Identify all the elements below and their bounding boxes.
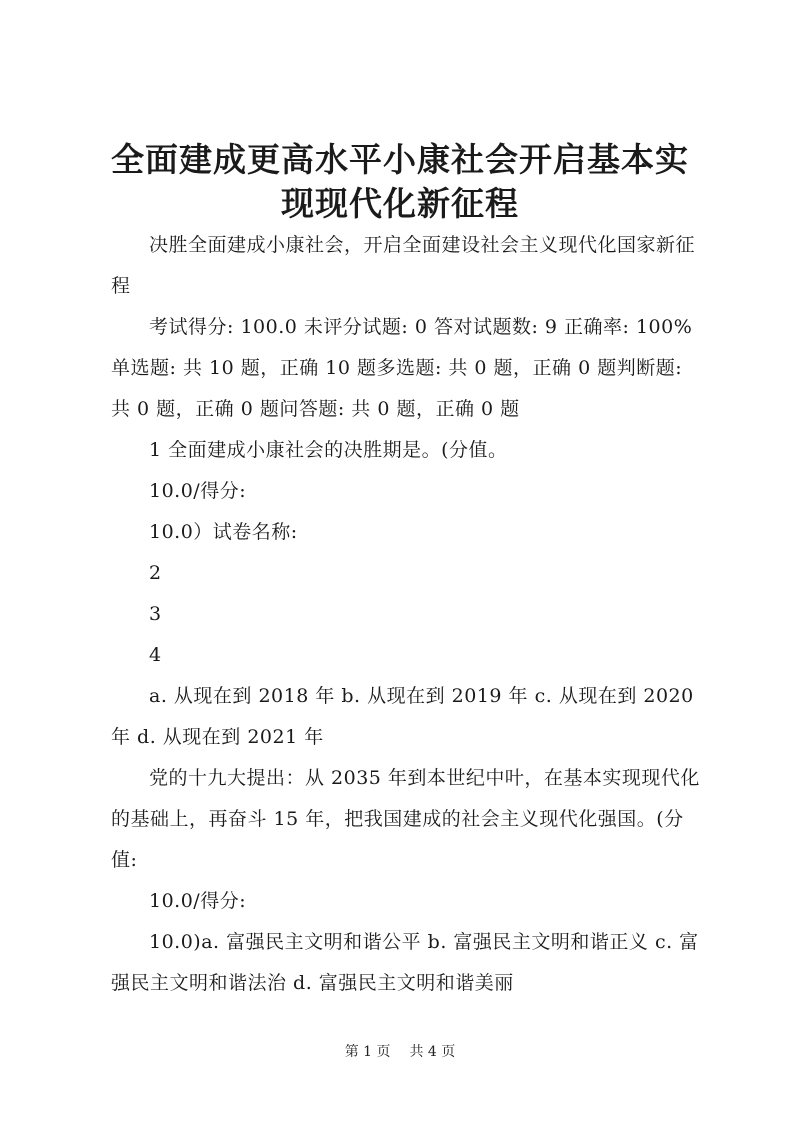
document-body [111,225,701,1004]
paragraph-number-4: 4 [149,644,162,666]
page-number: 第 1 页 [344,1044,391,1060]
paragraph-question-1: 1 全面建成小康社会的决胜期是。(分值。 [149,439,508,461]
paragraph-exam-summary: 考试得分: 100.0 未评分试题: 0 答对试题数: 9 正确率: 100% 单选题: 共 10 题，正确 10 题多选题: 共 0 题，正确 0 题判断题: 共 0 题，正确 0 题问答题: 共 0 题，正确 0 题 [111,316,693,420]
paragraph-number-3: 3 [149,603,162,625]
page-total: 共 4 页 [409,1044,456,1060]
paragraph-paper-name: 10.0）试卷名称: [149,521,298,543]
paragraph-options-2: 10.0)a. 富强民主文明和谐公平 b. 富强民主文明和谐正义 c. 富强民主文明和谐法治 d. 富强民主文明和谐美丽 [111,931,699,994]
paragraph-subtitle: 决胜全面建成小康社会，开启全面建设社会主义现代化国家新征程 [111,234,696,297]
document-title: 全面建成更高水平小康社会开启基本实现现代化新征程 [111,140,689,223]
page-footer [0,1042,800,1062]
paragraph-question-2: 党的十九大提出：从 2035 年到本世纪中叶，在基本实现现代化的基础上，再奋斗 15 年，把我国建成的社会主义现代化强国。(分值: [111,767,700,871]
paragraph-score-1: 10.0/得分: [149,480,247,502]
paragraph-options-1: a. 从现在到 2018 年 b. 从现在到 2019 年 c. 从现在到 2020 年 d. 从现在到 2021 年 [111,685,694,748]
paragraph-score-2: 10.0/得分: [149,890,247,912]
paragraph-number-2: 2 [149,562,162,584]
